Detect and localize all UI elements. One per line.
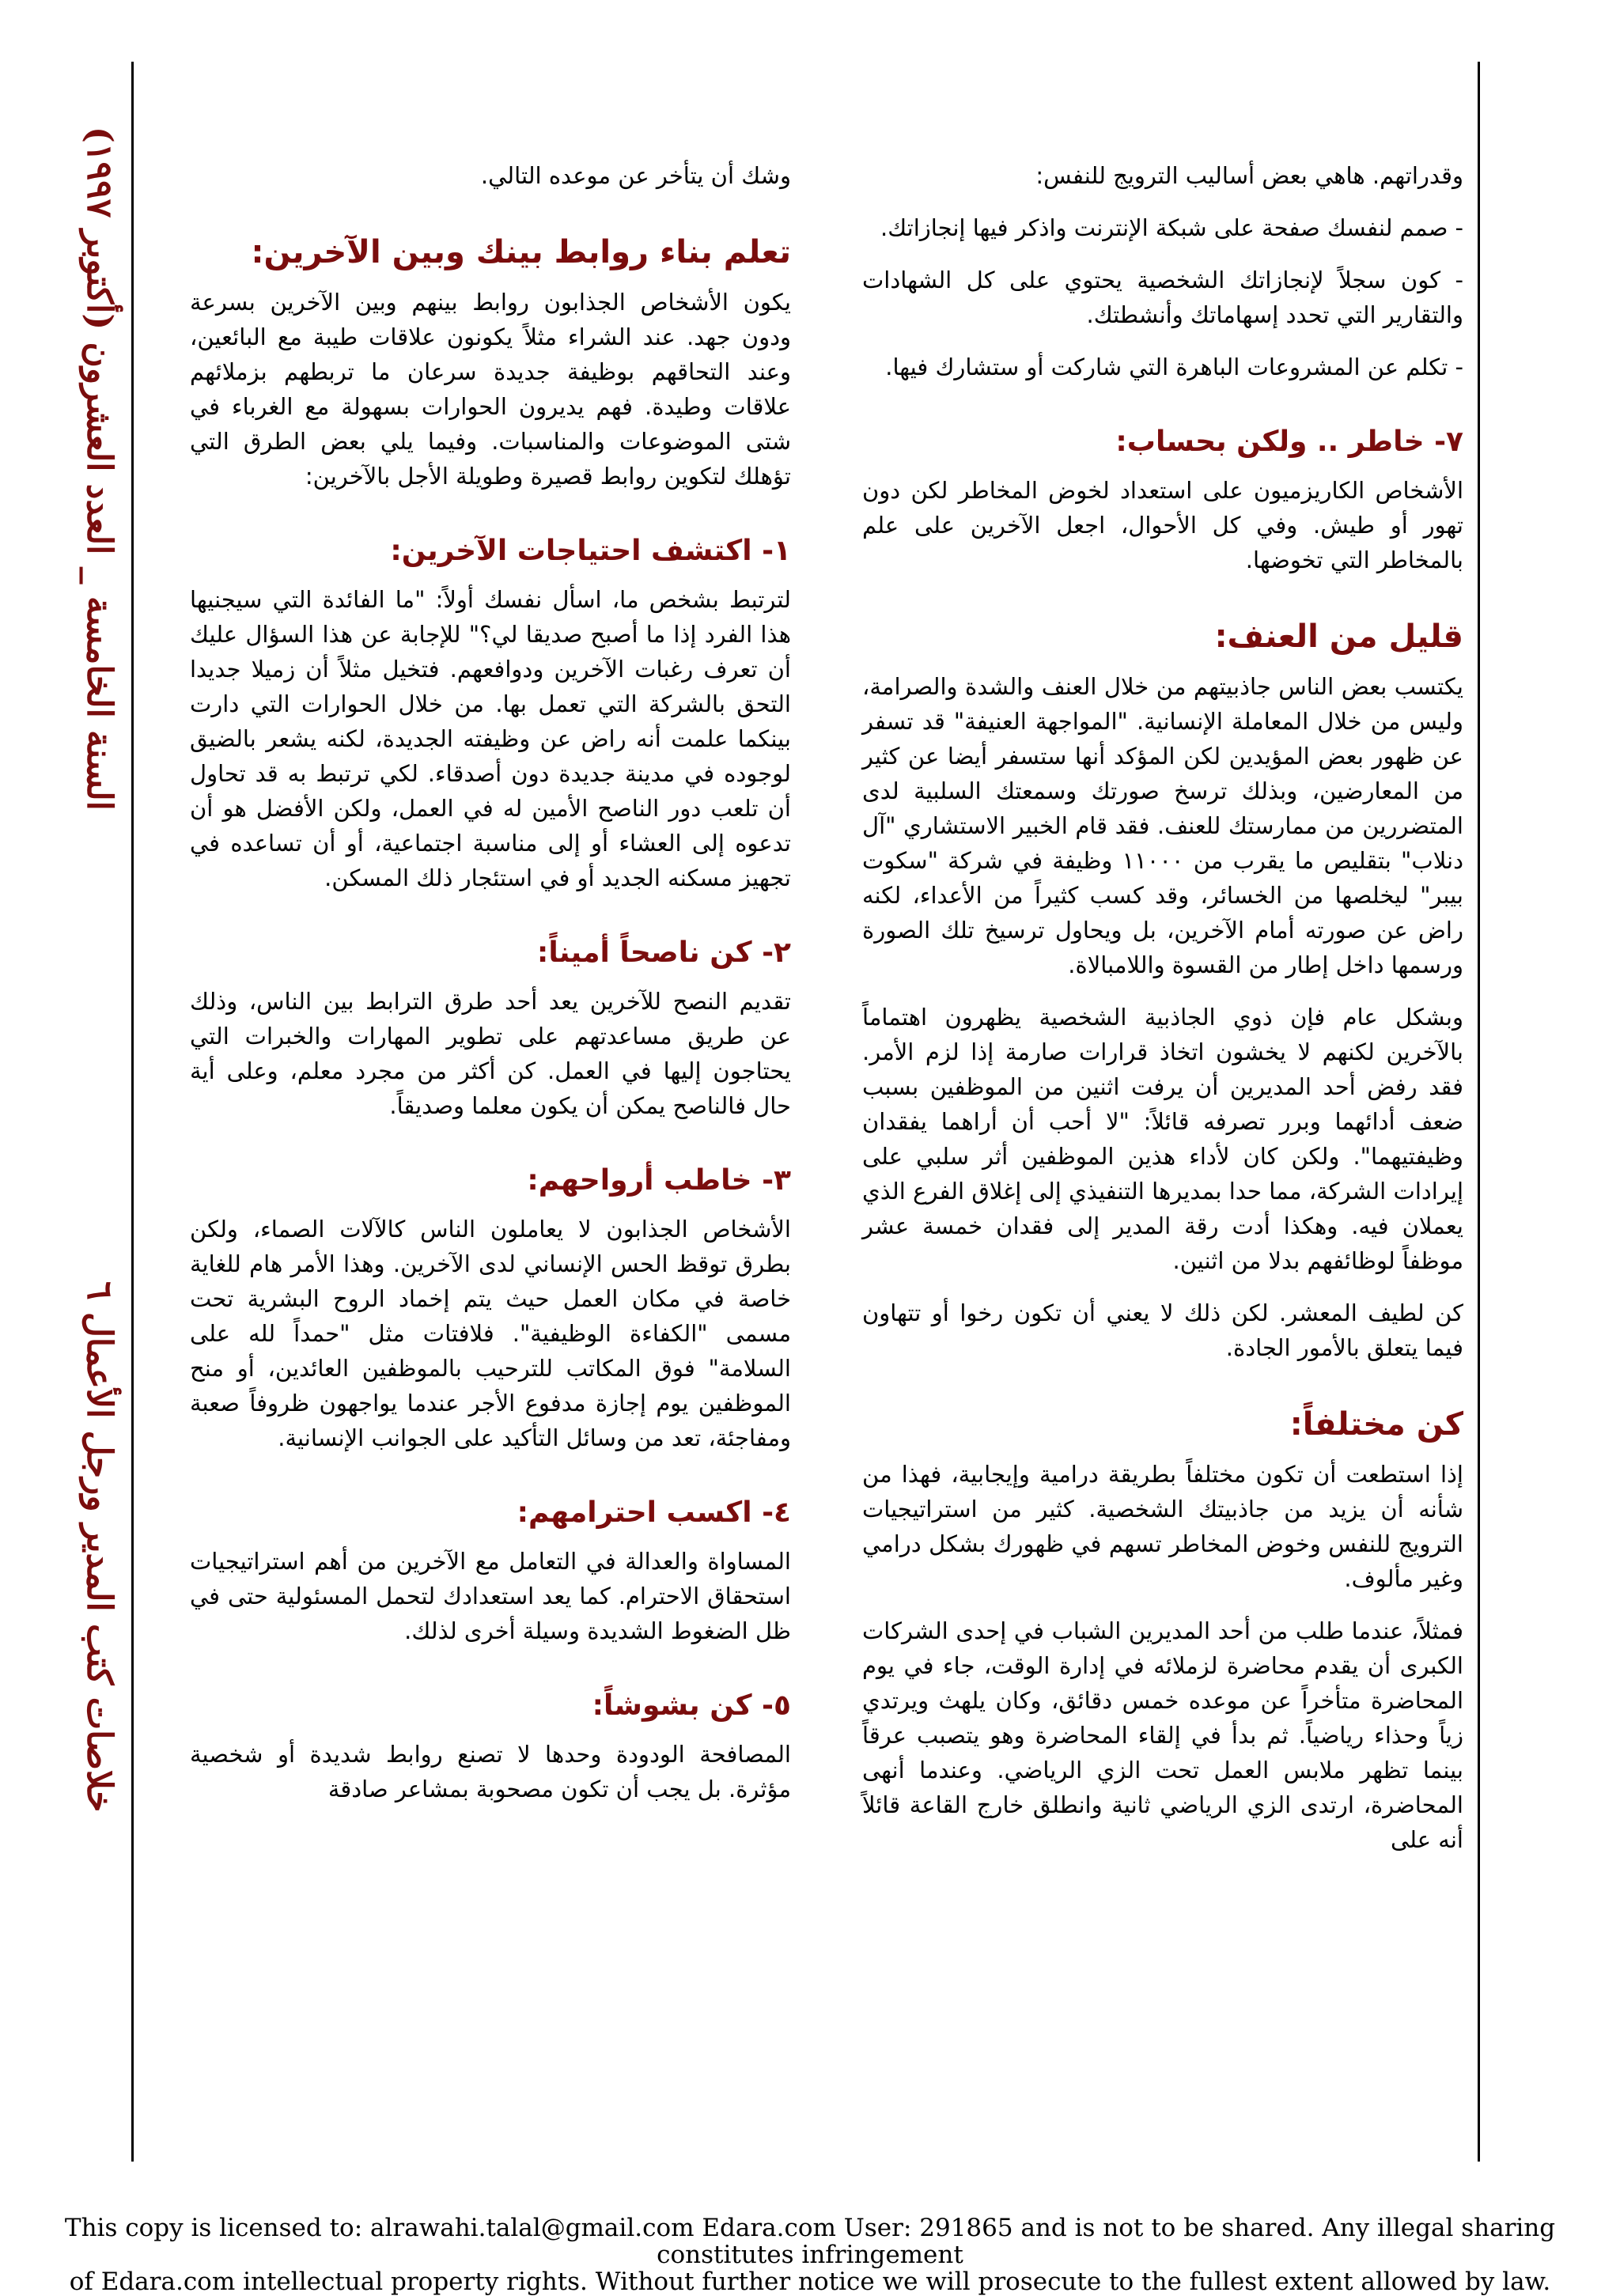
section-heading: ١- اكتشف احتياجات الآخرين: bbox=[390, 535, 791, 567]
sidebar-issue-line: السنة الخامسة _ العدد العشرون (أكتوبر ١٩٩٧) bbox=[79, 127, 119, 811]
column-divider-right bbox=[1478, 62, 1480, 2162]
body-paragraph: المساواة والعدالة في التعامل مع الآخرين من أهم استراتيجيات استحقاق الاحترام. كما يعد استعدادك لتحمل المسئولية حتى في ظل الضغوط الشديدة وسيلة أخرى لذلك. bbox=[190, 1548, 791, 1644]
section-heading: ٢- كن ناصحاً أميناً: bbox=[536, 936, 791, 969]
body-paragraph: فمثلاً، عندما طلب من أحد المديرين الشباب في إحدى الشركات الكبرى أن يقدم محاضرة لزملائه في إدارة الوقت، جاء في يوم المحاضرة متأخراً عن موعده خمس دقائق، وكان يلهث ويرتدي زياً وحذاء رياضياً. ثم بدأ في إلقاء المحاضرة وهو يتصبب عرقاً بينما تظهر ملابس العمل تحت الزي الرياضي. وعندما أنهى المحاضرة، ارتدى الزي الرياضي ثانية وانطلق خارج القاعة قائلاً أنه على bbox=[862, 1617, 1463, 1853]
footer-line-2: of Edara.com intellectual property rights. Without further notice we will prosecute to the fullest extent allowed by law. bbox=[69, 2268, 1551, 2296]
footer-line-1: This copy is licensed to: alrawahi.talal@gmail.com Edara.com User: 291865 and is not to be shared. Any illegal sharing constitutes infringement bbox=[64, 2214, 1556, 2269]
section-heading: ٣- خاطب أرواحهم: bbox=[527, 1164, 791, 1197]
left-text-column bbox=[190, 158, 791, 1824]
body-paragraph: - كون سجلاً لإنجازاتك الشخصية يحتوي على كل الشهادات والتقارير التي تحدد إسهاماتك وأنشطتك. bbox=[862, 267, 1463, 328]
body-paragraph: الأشخاص الجذابون لا يعاملون الناس كالآلات الصماء، ولكن بطرق توقظ الحس الإنساني لدى الآخرين. وهذا الأمر هام للغاية خاصة في مكان العمل حيث يتم إخماد الروح البشرية تحت مسمى "الكفاءة الوظيفية". فلافتات مثل "حمداً لله على السلامة" فوق المكاتب للترحيب بالموظفين العائدين، أو منح الموظفين يوم إجازة مدفوع الأجر عندما يواجهون ظروفاً صعبة ومفاجئة، تعد من وسائل التأكيد على الجوانب الإنسانية. bbox=[190, 1216, 791, 1451]
body-paragraph: يكتسب بعض الناس جاذبيتهم من خلال العنف والشدة والصرامة، وليس من خلال المعاملة الإنسانية. "المواجهة العنيفة" قد تسفر عن ظهور بعض المؤيدين لكن المؤكد أنها ستسفر أيضا عن كثير من المعارضين، وبذلك ترسخ صورتك وسمعتك السلبية لدى المتضررين من ممارستك للعنف. فقد قام الخبير الاستشاري "آل دنلاب" بتقليص ما يقرب من ١١٠٠٠ وظيفة في شركة "سكوت بيبر" ليخلصها من الخسائر، وقد كسب كثيراً من الأعداء، لكنه راض عن صورته أمام الآخرين، بل ويحاول ترسيخ تلك الصورة ورسمها داخل إطار من القسوة واللامبالاة. bbox=[862, 673, 1463, 978]
section-heading: ٧- خاطر .. ولكن بحساب: bbox=[1115, 426, 1463, 458]
right-text-column bbox=[862, 158, 1463, 1874]
license-footer bbox=[0, 2215, 1620, 2295]
body-paragraph: وبشكل عام فإن ذوي الجاذبية الشخصية يظهرون اهتماماً بالآخرين لكنهم لا يخشون اتخاذ قرارات صارمة إذا لزم الأمر. فقد رفض أحد المديرين أن يرفت اثنين من الموظفين بسبب ضعف أدائهما وبرر تصرفه قائلاً: "لا أحب أن أراهما يفقدان وظيفتيهما". ولكن كان لأداء هذين الموظفين أثر سلبي على إيرادات الشركة، مما حدا بمديرها التنفيذي إلى إغلاق الفرع الذي يعملان فيه. وهكذا أدت رقة المدير إلى فقدان خمسة عشر موظفاً لوظائفهم بدلا من اثنين. bbox=[862, 1004, 1463, 1274]
body-paragraph: - تكلم عن المشروعات الباهرة التي شاركت أو ستشارك فيها. bbox=[885, 354, 1463, 380]
body-paragraph: وقدراتهم. هاهي بعض أساليب الترويج للنفس: bbox=[1035, 162, 1463, 189]
body-paragraph: إذا استطعت أن تكون مختلفاً بطريقة درامية وإيجابية، فهذا من شأنه أن يزيد من جاذبيتك الشخصية. كثير من استراتيجيات الترويج للنفس وخوض المخاطر تسهم في ظهورك بشكل درامي وغير مألوف. bbox=[862, 1461, 1463, 1592]
column-divider-left bbox=[131, 62, 134, 2162]
section-heading: كن مختلفاً: bbox=[1289, 1406, 1463, 1443]
body-paragraph: تقديم النصح للآخرين يعد أحد طرق الترابط بين الناس، وذلك عن طريق مساعدتهم على تطوير المهارات والخبرات التي يحتاجون إليها في العمل. كن أكثر من مجرد معلم، وعلى أية حال فالناصح يمكن أن يكون معلما وصديقاً. bbox=[190, 988, 791, 1119]
section-heading: تعلم بناء روابط بينك وبين الآخرين: bbox=[251, 234, 791, 270]
body-paragraph: الأشخاص الكاريزميون على استعداد لخوض المخاطر لكن دون تهور أو طيش. وفي كل الأحوال، اجعل الآخرين على علم بالمخاطر التي تخوضها. bbox=[862, 477, 1463, 573]
sidebar-series-line: خلاصات كتب المدير ورجل الأعمال ٦ bbox=[79, 1281, 119, 1813]
section-heading: ٥- كن بشوشاً: bbox=[592, 1689, 791, 1722]
body-paragraph: - صمم لنفسك صفحة على شبكة الإنترنت واذكر فيها إنجازاتك. bbox=[880, 214, 1463, 241]
section-heading: ٤- اكسب احترامهم: bbox=[517, 1496, 791, 1529]
body-paragraph: كن لطيف المعشر. لكن ذلك لا يعني أن تكون رخوا أو تتهاون فيما يتعلق بالأمور الجادة. bbox=[862, 1299, 1463, 1361]
body-paragraph: لترتبط بشخص ما، اسأل نفسك أولاً: "ما الفائدة التي سيجنيها هذا الفرد إذا ما أصبح صديقا لي؟" للإجابة عن هذا السؤال عليك أن تعرف رغبات الآخرين ودوافعهم. فتخيل مثلاً أن زميلا جديدا التحق بالشركة التي تعمل بها. من خلال الحوارات التي دارت بينكما علمت أنه راض عن وظيفته الجديدة، لكنه يشعر بالضيق لوجوده في مدينة جديدة دون أصدقاء. لكي ترتبط به قد تحاول أن تلعب دور الناصح الأمين له في العمل، ولكن الأفضل هو أن تدعوه إلى العشاء أو إلى مناسبة اجتماعية، أو أن تساعده في تجهيز مسكنه الجديد أو في استئجار ذلك المسكن. bbox=[190, 586, 791, 891]
section-heading: قليل من العنف: bbox=[1214, 618, 1463, 655]
vertical-sidebar bbox=[71, 127, 127, 2151]
body-paragraph: يكون الأشخاص الجذابون روابط بينهم وبين الآخرين بسرعة ودون جهد. عند الشراء مثلاً يكونون علاقات طيبة مع البائعين، وعند التحاقهم بوظيفة جديدة سرعان ما تربطهم بزملائهم علاقات وطيدة. فهم يديرون الحوارات بسهولة مع الغرباء في شتى الموضوعات والمناسبات. وفيما يلي بعض الطرق التي تؤهلك لتكوين روابط قصيرة وطويلة الأجل بالآخرين: bbox=[190, 289, 791, 490]
body-paragraph: المصافحة الودودة وحدها لا تصنع روابط شديدة أو شخصية مؤثرة. بل يجب أن تكون مصحوبة بمشاعر صادقة bbox=[190, 1741, 791, 1802]
body-paragraph: وشك أن يتأخر عن موعده التالي. bbox=[480, 162, 791, 189]
